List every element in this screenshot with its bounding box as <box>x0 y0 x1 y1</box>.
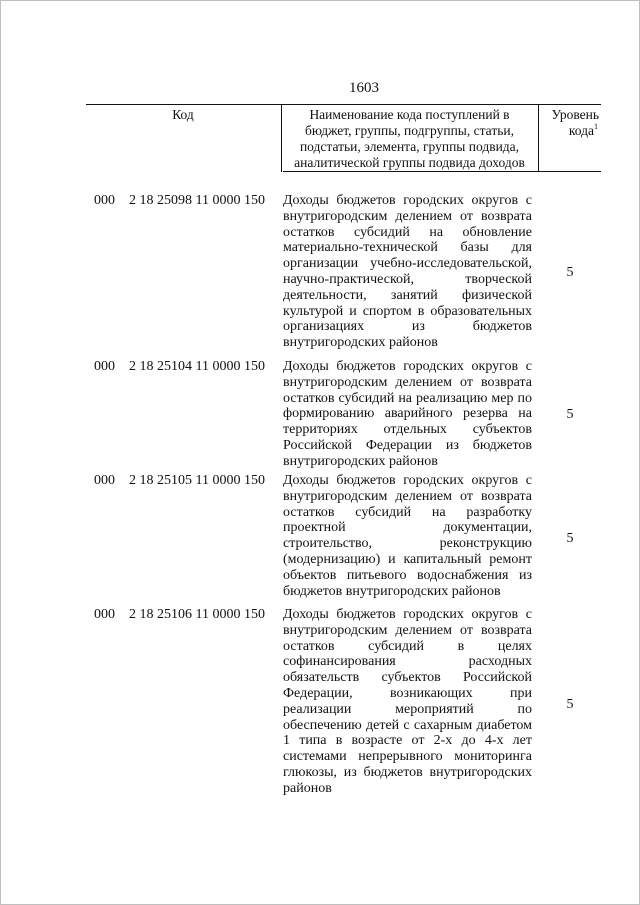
description-line: районов <box>283 780 332 796</box>
description-line: внутригородским делением от возврата <box>283 374 532 390</box>
row-level: 5 <box>566 697 574 712</box>
row-description <box>283 607 532 797</box>
header-name-line: подстатьи, элемента, группы подвида, <box>299 139 520 154</box>
description-line: остатков субсидий на обновление <box>283 224 532 240</box>
description-line: внутригородских районов <box>283 453 438 469</box>
description-line: Доходы бюджетов городских округов с <box>283 607 532 622</box>
header-level-line1: Уровень <box>551 107 599 122</box>
header-name <box>281 106 538 173</box>
description-line: объектов питьевого водоснабжения из <box>283 567 532 583</box>
header-name-line: аналитической группы подвида доходов <box>294 155 525 170</box>
description-line: организациях из бюджетов <box>283 319 532 335</box>
description-line: научно-практической, творческой <box>283 271 532 287</box>
description-line: обязательств субъектов Российской <box>283 670 532 686</box>
description-line: Доходы бюджетов городских округов с <box>283 359 532 374</box>
header-top-rule <box>86 104 601 105</box>
row-admin-code: 000 <box>94 359 115 374</box>
description-line: остатков субсидий на реализацию мер по <box>283 390 532 406</box>
description-line: деятельности, занятий физической <box>283 287 532 303</box>
description-line: Доходы бюджетов городских округов с <box>283 473 532 488</box>
row-budget-code: 2 18 25104 11 0000 150 <box>129 359 265 374</box>
row-level: 5 <box>566 265 574 280</box>
row-level: 5 <box>566 531 574 546</box>
description-line: софинансирования расходных <box>283 654 532 670</box>
description-line: системами непрерывного мониторинга <box>283 749 532 765</box>
row-budget-code: 2 18 25106 11 0000 150 <box>129 607 265 622</box>
row-budget-code: 2 18 25098 11 0000 150 <box>129 193 265 208</box>
description-line: проектной документации, <box>283 520 532 536</box>
description-line: строительство, реконструкцию <box>283 536 532 552</box>
row-budget-code: 2 18 25105 11 0000 150 <box>129 473 265 488</box>
description-line: бюджетов внутригородских районов <box>283 583 501 599</box>
page-number: 1603 <box>349 80 379 96</box>
header-name-line: Наименование кода поступлений в <box>309 107 510 122</box>
description-line: формированию аварийного резерва на <box>283 406 532 422</box>
description-line: Российской Федерации из бюджетов <box>283 437 532 453</box>
header-level-footnote: 1 <box>594 122 598 131</box>
header-code: Код <box>172 107 194 122</box>
description-line: внутригородских районов <box>283 335 438 351</box>
description-line: внутригородским делением от возврата <box>283 208 532 224</box>
description-line: глюкозы, из бюджетов внутригородских <box>283 764 532 780</box>
description-line: остатков субсидий на разработку <box>283 504 532 520</box>
row-description <box>283 193 532 351</box>
row-description <box>283 473 532 599</box>
header-level-text: кода <box>568 123 594 138</box>
header-level-line2 <box>539 123 601 139</box>
description-line: 1 типа в возрасте от 2-х до 4-х лет <box>283 733 532 749</box>
row-admin-code: 000 <box>94 193 115 208</box>
row-admin-code: 000 <box>94 607 115 622</box>
description-line: Доходы бюджетов городских округов с <box>283 193 532 208</box>
header-name-line: бюджет, группы, подгруппы, статьи, <box>305 123 514 138</box>
description-line: обеспечению детей с сахарным диабетом <box>283 717 532 733</box>
description-line: внутригородским делением от возврата <box>283 488 532 504</box>
description-line: реализации мероприятий по <box>283 701 532 717</box>
row-description <box>283 359 532 470</box>
header-level <box>539 106 601 173</box>
description-line: остатков субсидий в целях <box>283 638 532 654</box>
description-line: Федерации, возникающих при <box>283 685 532 701</box>
description-line: (модернизацию) и капитальный ремонт <box>283 551 532 567</box>
row-admin-code: 000 <box>94 473 115 488</box>
description-line: организации учебно-исследовательской, <box>283 256 532 272</box>
row-level: 5 <box>566 407 574 422</box>
description-line: внутригородским делением от возврата <box>283 622 532 638</box>
description-line: территориях отдельных субъектов <box>283 422 532 438</box>
description-line: материально-технической базы для <box>283 240 532 256</box>
description-line: культурой и спортом в образовательных <box>283 303 532 319</box>
